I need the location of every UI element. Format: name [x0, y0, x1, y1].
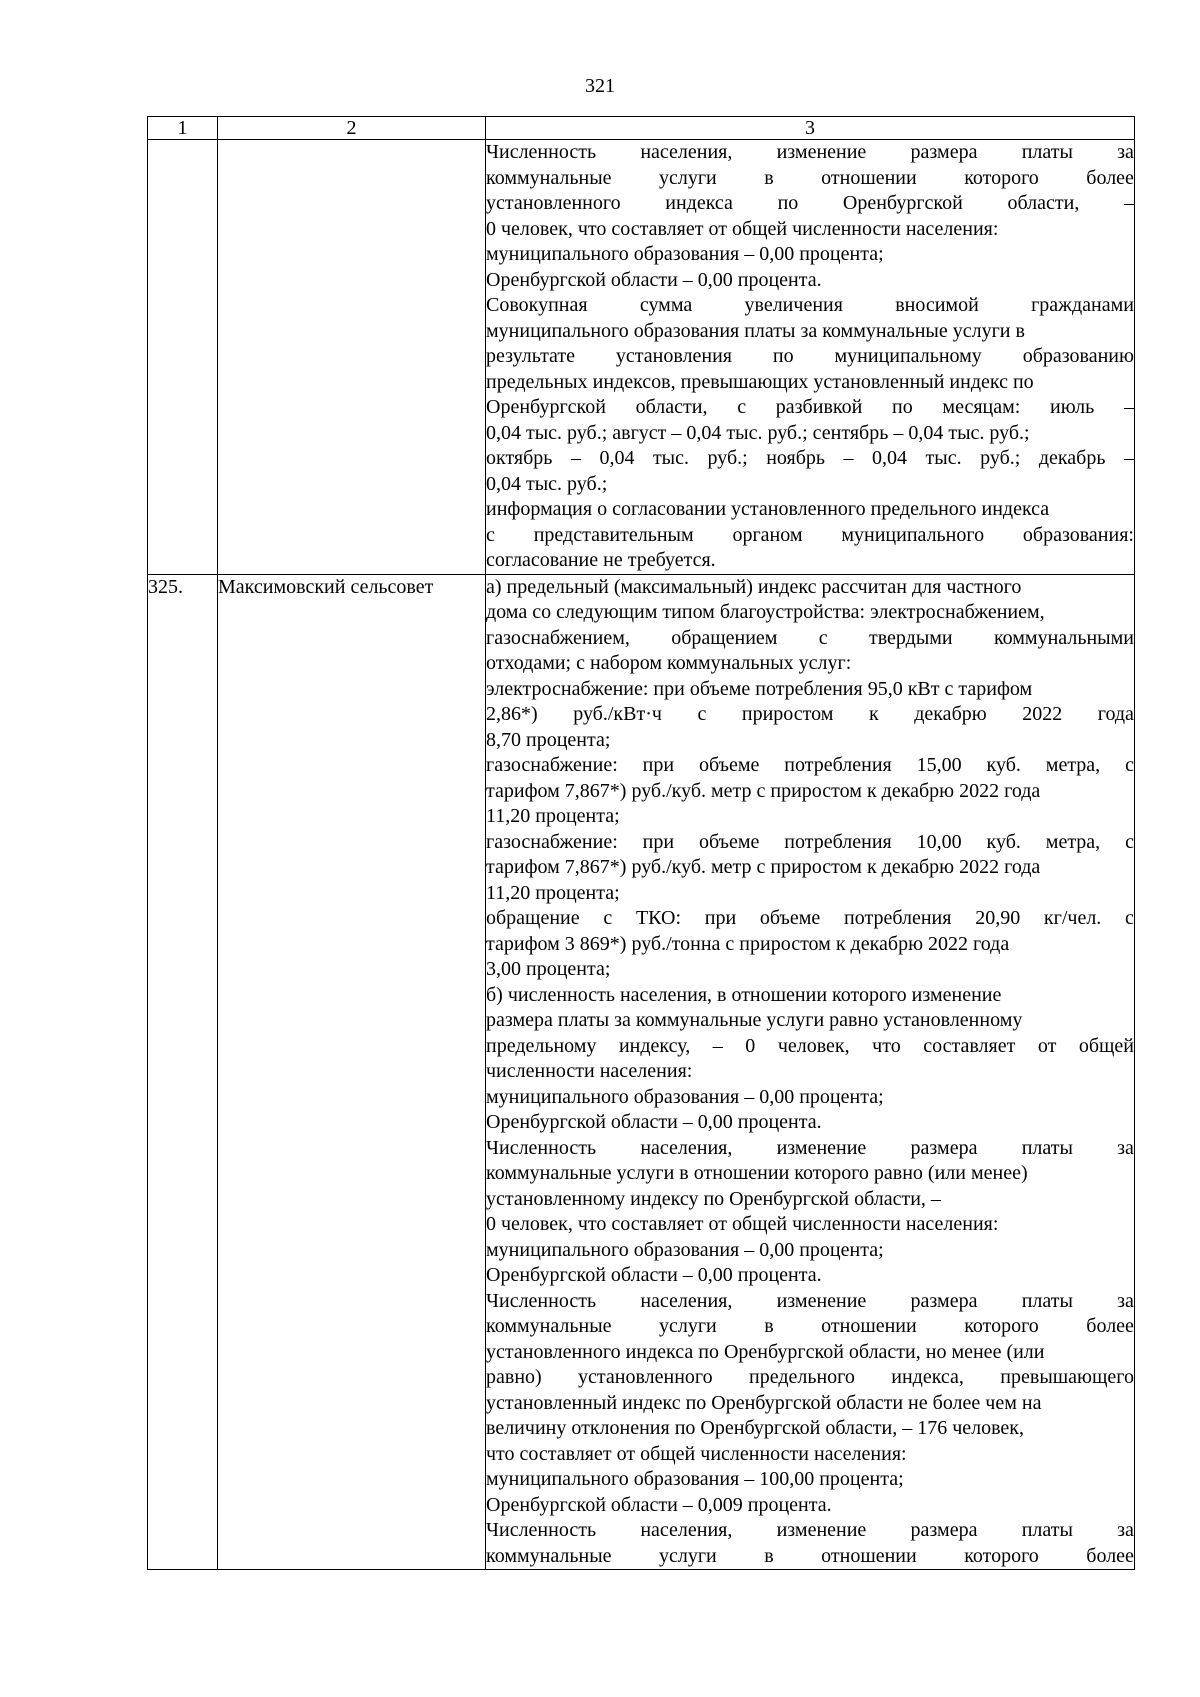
table-row-continuation [148, 140, 1135, 575]
text-word: разбивкой [775, 396, 863, 418]
text-word: 20,90 [975, 907, 1021, 929]
text-word: коммунальные [486, 1315, 612, 1337]
document-table [147, 116, 1135, 1570]
text-word: газоснабжение: [486, 754, 618, 776]
text-word: с [737, 396, 747, 418]
text-word: кг/чел. [1043, 907, 1102, 929]
text-line: коммунальные услуги в отношении которого равно (или менее) [486, 1162, 1028, 1184]
text-word: услуги [658, 1315, 717, 1337]
text-word: за [1117, 1289, 1134, 1312]
text-word: ноябрь [766, 447, 826, 469]
text-line: тарифом 7,867*) руб./куб. метр с приростом к декабрю 2022 года [486, 779, 1041, 802]
text-word: индекса [665, 192, 733, 214]
text-word: предельного [749, 1366, 855, 1388]
column-header-3: 3 [486, 117, 1135, 140]
text-word: муниципальному [834, 345, 982, 367]
text-word: от [1037, 1034, 1057, 1057]
text-word: июль [1050, 396, 1095, 418]
text-word: населения, [640, 1289, 733, 1312]
text-word: по [772, 345, 794, 367]
text-line: муниципального образования – 100,00 процента; [486, 1468, 904, 1490]
text-word: человек, [777, 1034, 850, 1057]
text-word: сумма [639, 294, 693, 316]
text-word: метра, [1045, 754, 1101, 776]
text-word: услуги [658, 1544, 717, 1567]
text-line: электроснабжение: при объеме потребления 95,0 кВт с тарифом [486, 677, 1033, 700]
text-word: отношении [821, 1544, 917, 1567]
text-line: 0,04 тыс. руб.; [486, 472, 608, 495]
text-word: вносимой [895, 294, 979, 316]
text-word: декабрь [1038, 447, 1106, 469]
text-word: потребления [844, 907, 952, 929]
text-word: более [1086, 1315, 1134, 1337]
text-word: с [818, 626, 828, 649]
text-word: куб. [986, 830, 1021, 853]
text-word: при [642, 754, 675, 776]
text-line [486, 344, 1134, 370]
text-line: тарифом 3 869*) руб./тонна с приростом к декабрю 2022 года [486, 932, 1010, 955]
text-line: величину отклонения по Оренбургской области, – 176 человек, [486, 1417, 1025, 1439]
text-word: с [1125, 907, 1134, 929]
text-line [486, 1518, 1134, 1544]
text-word: образованию [1022, 345, 1134, 367]
text-line: численности населения: [486, 1060, 693, 1082]
text-line [486, 523, 1134, 549]
text-line: размера платы за коммунальные услуги равно установленному [486, 1009, 1023, 1031]
column-header-2: 2 [218, 117, 486, 140]
text-line: Оренбургской области – 0,00 процента. [486, 1264, 822, 1286]
text-word: потребления [784, 754, 892, 776]
text-word: за [1117, 1519, 1134, 1541]
text-word: при [642, 830, 675, 853]
text-word: Численность [486, 141, 597, 163]
text-line: б) численность населения, в отношении которого изменение [486, 983, 1002, 1006]
text-word: объеме [698, 830, 760, 853]
text-word: объеме [698, 754, 760, 776]
text-word: коммунальные [486, 1544, 612, 1567]
text-word: – [1123, 192, 1134, 214]
text-line [486, 1136, 1134, 1162]
text-line [486, 1289, 1134, 1315]
text-line [486, 906, 1134, 932]
text-line: тарифом 7,867*) руб./куб. метр с приростом к декабрю 2022 года [486, 856, 1041, 878]
text-line: а) предельный (максимальный) индекс рассчитан для частного [486, 575, 1022, 598]
text-word: руб.; [980, 447, 1021, 469]
text-word: к [868, 703, 879, 725]
text-line: 11,20 процента; [486, 881, 620, 904]
text-word: размера [910, 1519, 978, 1541]
text-word: 2,86*) [486, 703, 538, 725]
text-line: предельных индексов, превышающих установленный индекс по [486, 370, 1034, 393]
text-word: результате [486, 345, 576, 367]
text-word: – [1123, 396, 1134, 418]
text-line [486, 1365, 1134, 1391]
text-word: платы [1021, 141, 1073, 163]
row-name-cell [218, 140, 486, 575]
text-word: руб./кВт·ч [573, 703, 662, 725]
text-word: установленного [578, 1366, 713, 1388]
text-word: индекса, [891, 1366, 964, 1388]
text-word: за [1117, 141, 1134, 163]
text-word: 0,04 [872, 447, 908, 469]
text-word: в [764, 166, 774, 189]
text-word: платы [1021, 1519, 1073, 1541]
text-line: Оренбургской области – 0,009 процента. [486, 1493, 832, 1516]
text-word: коммунальными [993, 626, 1134, 649]
text-word: тыс. [652, 447, 689, 469]
text-line: муниципального образования – 0,00 процента; [486, 1085, 884, 1108]
text-word: гражданами [1031, 294, 1134, 316]
text-word: области, [1007, 192, 1080, 214]
text-word: муниципального [841, 523, 985, 546]
text-word: размера [910, 1136, 978, 1159]
text-word: декабрю [914, 703, 987, 725]
row-number-cell [148, 140, 218, 575]
text-word: приростом [741, 703, 834, 725]
text-word: Численность [486, 1136, 597, 1159]
text-word: населения, [640, 1519, 733, 1541]
text-line: что составляет от общей численности населения: [486, 1442, 907, 1465]
text-line: муниципального образования платы за коммунальные услуги в [486, 319, 1025, 342]
text-word: населения, [640, 141, 733, 163]
text-word: более [1086, 1544, 1134, 1567]
text-line: установленного индекса по Оренбургской области, но менее (или [486, 1340, 1045, 1363]
text-word: обращение [486, 907, 580, 929]
text-line: Оренбургской области – 0,00 процента. [486, 1111, 822, 1133]
text-word: 0 [745, 1034, 756, 1057]
text-word: с [1125, 754, 1134, 776]
text-word: отношении [821, 1315, 917, 1337]
text-line: установленному индексу по Оренбургской области, – [486, 1187, 941, 1210]
text-line: 0 человек, что составляет от общей численности населения: [486, 1213, 999, 1235]
text-word: Оренбургской [486, 396, 606, 418]
text-line [486, 1034, 1134, 1060]
page-number: 321 [585, 75, 615, 97]
text-word: – [843, 447, 854, 469]
text-word: установления [615, 345, 733, 367]
text-word: 2022 [1022, 703, 1063, 725]
text-word: которого [964, 1544, 1039, 1567]
text-word: увеличения [744, 294, 843, 316]
text-word: – [570, 447, 581, 469]
text-line: 11,20 процента; [486, 805, 620, 827]
text-word: изменение [776, 141, 867, 163]
text-word: месяцам: [942, 396, 1021, 418]
text-line [486, 191, 1134, 217]
text-word: установленного [486, 192, 621, 214]
text-word: услуги [658, 166, 717, 189]
text-line [486, 753, 1134, 779]
text-word: года [1097, 703, 1134, 725]
text-word: изменение [776, 1289, 867, 1312]
text-word: коммунальные [486, 166, 612, 189]
text-word: платы [1021, 1289, 1073, 1312]
text-line [486, 830, 1134, 856]
text-line: 0,04 тыс. руб.; август – 0,04 тыс. руб.; сентябрь – 0,04 тыс. руб.; [486, 421, 1030, 444]
text-word: 10,00 [916, 830, 962, 853]
row-name-cell: Максимовский сельсовет [218, 574, 486, 1570]
text-word: тыс. [925, 447, 962, 469]
text-line: муниципального образования – 0,00 процента; [486, 1238, 884, 1261]
text-line: 0 человек, что составляет от общей численности населения: [486, 217, 999, 240]
text-word: Численность [486, 1289, 597, 1312]
text-word: изменение [776, 1519, 867, 1541]
text-word: метра, [1045, 830, 1101, 853]
text-word: по [892, 396, 913, 418]
text-word: газоснабжение: [486, 830, 618, 853]
text-line: Оренбургской области – 0,00 процента. [486, 268, 822, 291]
text-word: потребления [784, 830, 892, 853]
text-word: индексу, [618, 1034, 691, 1057]
text-word: которого [964, 166, 1039, 189]
text-word: – [712, 1034, 723, 1057]
text-word: что [872, 1034, 901, 1057]
text-line [486, 702, 1134, 728]
text-line: 8,70 процента; [486, 728, 611, 751]
text-word: куб. [986, 754, 1021, 776]
text-word: руб.; [707, 447, 748, 469]
text-word: 15,00 [916, 754, 962, 776]
text-line [486, 446, 1134, 472]
table-row-325 [148, 574, 1135, 1570]
text-word: платы [1021, 1136, 1073, 1159]
text-word: предельному [486, 1034, 597, 1057]
text-word: более [1086, 166, 1134, 189]
text-word: с [697, 703, 707, 725]
text-word: в [764, 1315, 774, 1337]
text-line: информация о согласовании установленного предельного индекса [486, 498, 1050, 520]
text-word: газоснабжением, [486, 626, 630, 649]
text-word: твердыми [868, 626, 953, 649]
text-word: ТКО: [635, 907, 682, 929]
text-word: населения, [640, 1136, 733, 1159]
text-line [486, 1544, 1134, 1570]
text-line: отходами; с набором коммунальных услуг: [486, 652, 852, 674]
text-word: образования: [1022, 523, 1134, 546]
text-word: равно) [486, 1366, 542, 1388]
text-word: при [704, 907, 737, 929]
text-line [486, 166, 1134, 192]
text-word: с [603, 907, 613, 929]
header-row [148, 117, 1135, 140]
text-word: объеме [759, 907, 821, 929]
text-line: 3,00 процента; [486, 958, 611, 980]
text-word: отношении [821, 166, 917, 189]
text-line [486, 140, 1134, 166]
text-word: органом [732, 523, 803, 546]
text-word: изменение [776, 1136, 867, 1159]
text-word: Численность [486, 1519, 597, 1541]
text-line [486, 395, 1134, 421]
row-content-cell [486, 140, 1135, 575]
text-line [486, 626, 1134, 652]
text-word: октябрь [486, 447, 553, 469]
text-word: с [486, 523, 495, 546]
text-line: согласование не требуется. [486, 549, 716, 571]
text-word: с [1125, 830, 1134, 853]
text-word: области, [635, 396, 708, 418]
text-word: которого [964, 1315, 1039, 1337]
text-line [486, 1314, 1134, 1340]
text-line: муниципального образования – 0,00 процента; [486, 243, 884, 265]
text-line: дома со следующим типом благоустройства: электроснабжением, [486, 601, 1045, 623]
text-word: размера [910, 1289, 978, 1312]
text-line: установленный индекс по Оренбургской области не более чем на [486, 1391, 1042, 1414]
text-line [486, 293, 1134, 319]
row-content-cell [486, 574, 1135, 1570]
text-word: – [1123, 447, 1134, 469]
text-word: 0,04 [599, 447, 635, 469]
row-number-cell: 325. [148, 574, 218, 1570]
text-word: обращением [671, 626, 778, 649]
text-word: Оренбургской [842, 192, 963, 214]
column-header-1: 1 [148, 117, 218, 140]
text-word: превышающего [1000, 1366, 1134, 1388]
text-word: общей [1078, 1034, 1134, 1057]
text-word: за [1117, 1136, 1134, 1159]
text-word: по [777, 192, 799, 214]
text-word: представительным [533, 523, 694, 546]
text-word: Совокупная [486, 294, 588, 316]
text-word: в [764, 1544, 774, 1567]
text-word: составляет [923, 1034, 1016, 1057]
text-word: размера [910, 141, 978, 163]
